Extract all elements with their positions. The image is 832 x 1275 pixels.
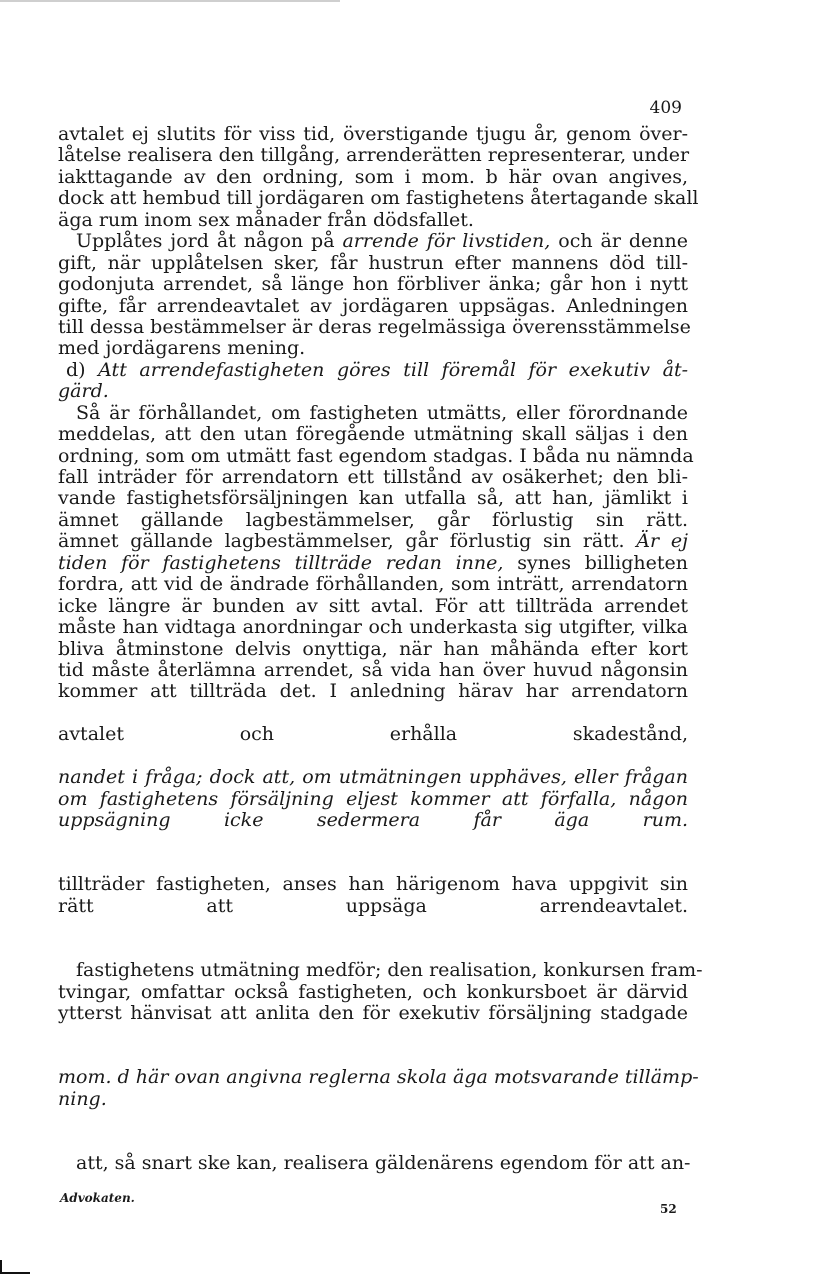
text-line: meddelas, att den utan föregående utmätning skall säljas i den bbox=[58, 423, 688, 446]
text-line: låtelse realisera den tillgång, arrenderätten representerar, under bbox=[58, 144, 690, 167]
text-line: gift, när upplåtelsen sker, får hustrun efter mannens död till- bbox=[58, 251, 688, 274]
section-heading-d: d) Att arrendefastigheten göres till föremål för exekutiv åt- bbox=[66, 358, 688, 381]
text-line: tiden för fastighetens tillträde redan inne, synes billigheten bbox=[58, 551, 688, 574]
text-line: ämnet gällande lagbestämmelser, går förlustig sin rätt. bbox=[58, 508, 688, 531]
body-text bbox=[58, 123, 703, 1196]
text-line: Upplåtes jord åt någon på arrende för livstiden, och är denne bbox=[76, 230, 688, 253]
text-line: kommer att tillträda det. I anledning härav har arrendatorn bbox=[58, 680, 688, 703]
text-line: måste han vidtaga anordningar och underkasta sig utgifter, vilka bbox=[58, 616, 688, 639]
text-line bbox=[58, 703, 688, 724]
text-line bbox=[58, 746, 688, 767]
page-number: 409 bbox=[649, 98, 682, 118]
text-line: dock att hembud till jordägaren om fastighetens återtagande skall bbox=[58, 187, 699, 210]
text-line: med jordägarens mening. bbox=[58, 337, 306, 360]
text-line: ytterst hänvisat att anlita den för exekutiv försäljning stadgade bbox=[58, 1001, 688, 1024]
text-line: äga rum inom sex månader från dödsfallet. bbox=[58, 208, 474, 231]
text-line bbox=[58, 831, 688, 852]
text-line: nandet i fråga; dock att, om utmätningen upphäves, eller frågan bbox=[58, 766, 688, 789]
text-line: gärd. bbox=[58, 380, 109, 403]
text-line: bliva åtminstone delvis onyttiga, när han måhända efter kort bbox=[58, 637, 688, 660]
text-line: mom. d här ovan angivna reglerna skola äga motsvarande tillämp- bbox=[58, 1066, 699, 1089]
text-line: avtalet ej slutits för viss tid, överstigande tjugu år, genom över- bbox=[58, 123, 688, 145]
text-line: ämnet gällande lagbestämmelser, går förlustig sin rätt. Är ej bbox=[58, 530, 688, 553]
text-line: tvingar, omfattar också fastigheten, och konkursboet är därvid bbox=[58, 980, 688, 1003]
footer-signature-number: 52 bbox=[660, 1202, 677, 1216]
text-line: tillträder fastigheten, anses han härigenom hava uppgivit sin bbox=[58, 873, 688, 896]
text-line: fastighetens utmätning medför; den realisation, konkursen fram- bbox=[76, 959, 703, 982]
text-line: icke längre är bunden av sitt avtal. För att tillträda arrendet bbox=[58, 594, 688, 617]
section-heading-e bbox=[58, 939, 688, 960]
text-line bbox=[58, 1174, 688, 1195]
text-line: ordning, som om utmätt fast egendom stadgas. I båda nu nämnda bbox=[58, 444, 694, 467]
text-line bbox=[58, 917, 688, 938]
text-line: om fastighetens försäljning eljest kommer att förfalla, någon bbox=[58, 787, 688, 810]
text-line: godonjuta arrendet, så länge hon förbliver änka; går hon i nytt bbox=[58, 273, 688, 296]
text-line: vande fastighetsförsäljningen kan utfalla så, att han, jämlikt i bbox=[58, 487, 688, 510]
text-line: rätt att uppsäga arrendeavtalet. bbox=[58, 894, 688, 917]
text-line: uppsägning icke sedermera får äga rum. bbox=[58, 809, 688, 831]
text-line: till dessa bestämmelser är deras regelmässiga överensstämmelse bbox=[58, 315, 691, 338]
footer-journal-title: Advokaten. bbox=[60, 1191, 135, 1205]
text-line: att, så snart ske kan, realisera gäldenärens egendom för att an- bbox=[76, 1152, 691, 1174]
text-line: iakttagande av den ordning, som i mom. b här ovan angives, bbox=[58, 165, 688, 188]
text-line: tid måste återlämna arrendet, så vida han över huvud någonsin bbox=[58, 658, 688, 681]
text-line: gifte, får arrendeavtalet av jordägaren uppsägas. Anledningen bbox=[58, 294, 688, 317]
text-line bbox=[58, 1046, 688, 1067]
text-line: avtalet och erhålla skadestånd, bbox=[58, 723, 688, 746]
text-line: fordra, att vid de ändrade förhållanden, som inträtt, arrendatorn bbox=[58, 573, 688, 596]
text-line bbox=[58, 1110, 688, 1131]
text-line: ning. bbox=[58, 1087, 107, 1110]
text-line bbox=[58, 1024, 688, 1045]
top-edge-rule bbox=[0, 0, 340, 2]
corner-mark bbox=[0, 1260, 30, 1274]
text-line bbox=[58, 853, 688, 874]
text-line: fall inträder för arrendatorn ett tillstånd av osäkerhet; den bli- bbox=[58, 466, 688, 488]
text-line: Så är förhållandet, om fastigheten utmätts, eller förordnande bbox=[76, 401, 688, 424]
section-heading-f bbox=[58, 1132, 688, 1153]
